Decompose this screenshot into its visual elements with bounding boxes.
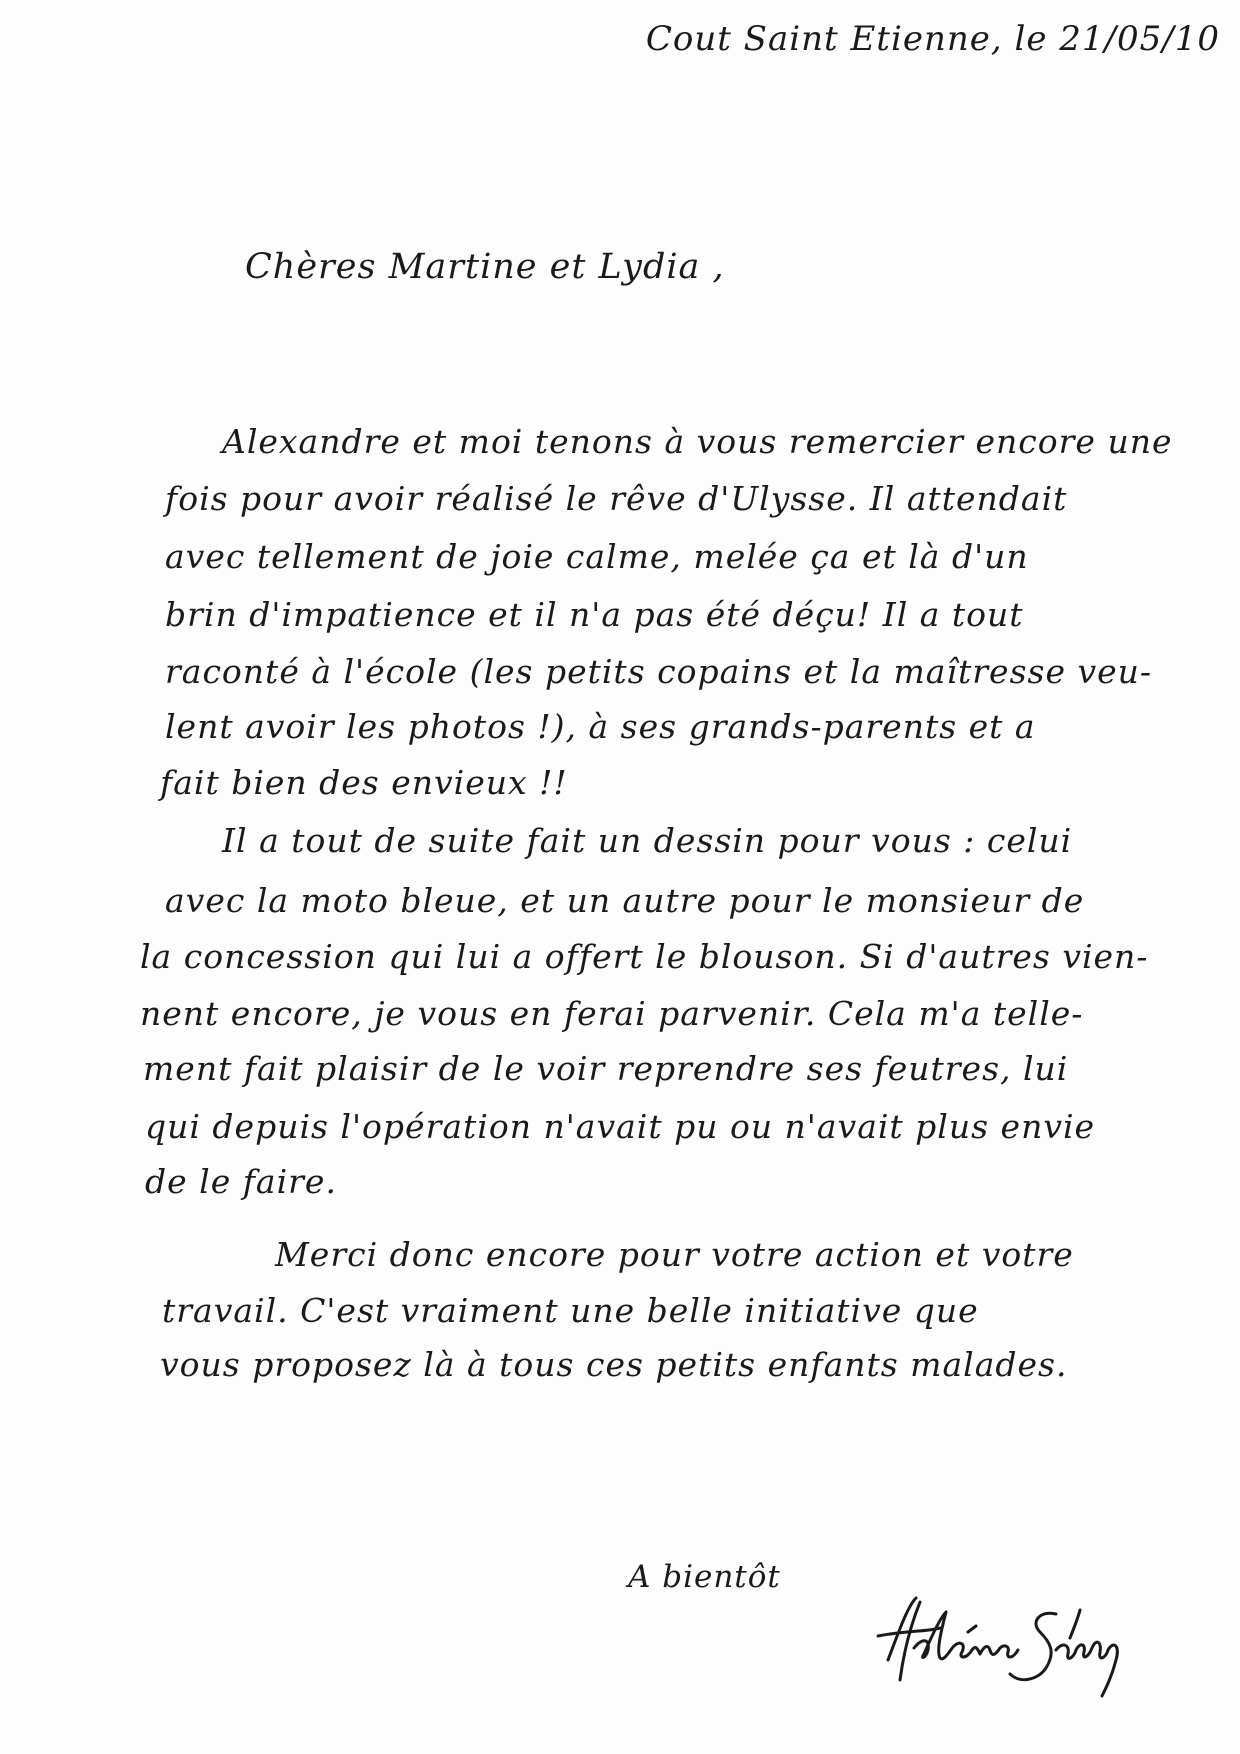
body-line: qui depuis l'opération n'avait pu ou n'avait plus envie [145,1107,1096,1146]
body-line: vous proposez là à tous ces petits enfants malades. [160,1345,1068,1384]
body-line: travail. C'est vraiment une belle initiative que [162,1291,979,1330]
body-line: Merci donc encore pour votre action et votre [275,1235,1074,1274]
body-line: fait bien des envieux !! [160,763,568,802]
body-line: brin d'impatience et il n'a pas été déçu! Il a tout [165,595,1024,634]
body-line: raconté à l'école (les petits copains et la maîtresse veu- [165,652,1153,691]
closing: A bientôt [628,1559,781,1595]
salutation: Chères Martine et Lydia , [245,247,725,287]
body-line: lent avoir les photos !), à ses grands-parents et a [165,707,1036,746]
date-line: Cout Saint Etienne, le 21/05/10 [645,19,1220,59]
signature [870,1588,1130,1698]
body-line: Alexandre et moi tenons à vous remercier encore une [222,422,1173,461]
body-line: avec tellement de joie calme, melée ça et là d'un [165,537,1029,576]
body-line: fois pour avoir réalisé le rêve d'Ulysse. Il attendait [165,479,1068,518]
body-line: de le faire. [145,1162,337,1201]
body-line: la concession qui lui a offert le blouson. Si d'autres vien- [140,937,1149,976]
body-line: nent encore, je vous en ferai parvenir. Cela m'a telle- [140,994,1084,1033]
body-line: avec la moto bleue, et un autre pour le monsieur de [165,881,1085,920]
body-line: ment fait plaisir de le voir reprendre ses feutres, lui [143,1049,1069,1088]
body-line: Il a tout de suite fait un dessin pour vous : celui [222,821,1073,860]
